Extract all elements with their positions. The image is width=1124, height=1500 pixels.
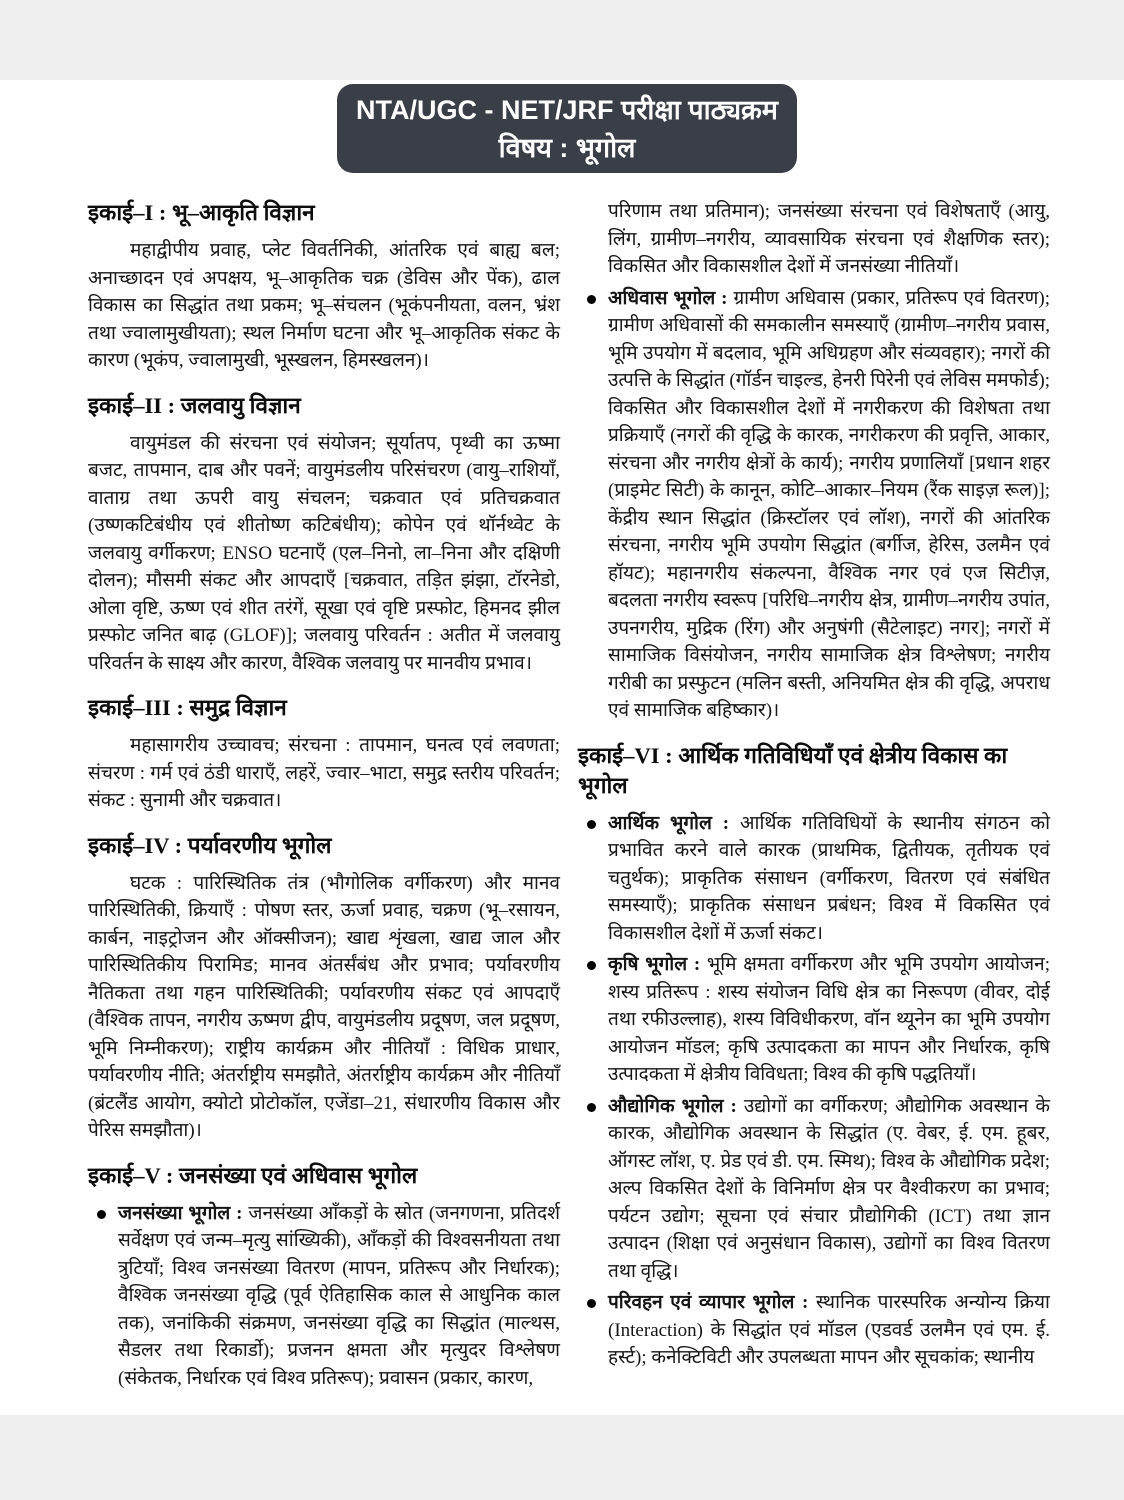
bullet-population-geography [88, 1200, 560, 1393]
bullet-economic-geography [578, 810, 1050, 948]
unit-1-body: महाद्वीपीय प्रवाह, प्लेट विवर्तनिकी, आंतरिक एवं बाह्य बल; अनाच्छादन एवं अपक्षय, भू–आकृतिक चक्र (डेविस और पेंक), ढाल विकास का सिद्धांत तथा प्रकम; भू–संचलन (भूकंपनीयता, वलन, भ्रंश तथा ज्वालामुखीयता); स्थल निर्माण घटना और भू–आकृतिक संकट के कारण (भूकंप, ज्वालामुखी, भूस्खलन, हिमस्खलन)। [88, 240, 560, 371]
page-margin-top [0, 0, 1124, 80]
unit-5-heading: इकाई–V : जनसंख्या एवं अधिवास भूगोल [88, 1162, 418, 1188]
bullet-dot-icon [587, 295, 596, 304]
page-margin-bottom [0, 1415, 1124, 1500]
bullet-agriculture-text: भूमि क्षमता वर्गीकरण और भूमि उपयोग आयोजन; शस्य प्रतिरूप : शस्य संयोजन विधि क्षेत्र का निरूपण (वीवर, दोई तथा रफीउल्लाह), शस्य विविधीकरण, वॉन थ्यूनेन का भूमि उपयोग आयोजन मॉडल; कृषि उत्पादकता का मापन और निर्धारक, कृषि उत्पादकता में क्षेत्रीय विविधता; विश्व की कृषि पद्धतियाँ। [608, 954, 1050, 1085]
bullet-industrial-geography [578, 1093, 1050, 1286]
unit-4-heading: इकाई–IV : पर्यावरणीय भूगोल [88, 832, 332, 858]
bullet-transport-text: स्थानिक पारस्परिक अन्योन्य क्रिया (Interaction) के सिद्धांत एवं मॉडल (एडवर्ड उलमैन एवं एम. ई. हर्स्ट); कनेक्टिविटी और उपलब्धता मापन और सूचकांक; स्थानीय [608, 1292, 1050, 1368]
bullet-industrial-text: उद्योगों का वर्गीकरण; औद्योगिक अवस्थान के कारक, औद्योगिक अवस्थान के सिद्धांत (ए. वेबर, ई. एम. हूबर, ऑगस्ट लॉश, ए. प्रेड एवं डी. एम. स्मिथ); विश्व के औद्योगिक प्रदेश; अल्प विकसित देशों के विनिर्माण क्षेत्र पर वैश्वीकरण का प्रभाव; पर्यटन उद्योग; सूचना एवं संचार प्रौद्योगिकी (ICT) तथा ज्ञान उत्पादन (शिक्षा एवं अनुसंधान विकास), उद्योगों का विश्व वितरण तथा वृद्धि। [608, 1095, 1050, 1282]
unit-6-heading: इकाई–VI : आर्थिक गतिविधियाँ एवं क्षेत्रीय विकास का भूगोल [578, 742, 1008, 798]
bullet-economic-lead: आर्थिक भूगोल : [608, 812, 741, 834]
bullet-agriculture-geography [578, 951, 1050, 1089]
bullet-economic-text: आर्थिक गतिविधियों के स्थानीय संगठन को प्रभावित करने वाले कारक (प्राथमिक, द्वितीयक, तृतीयक एवं चतुर्थक); प्राकृतिक संसाधन (वर्गीकरण, वितरण एवं संबंधित समस्याएँ); प्राकृतिक संसाधन प्रबंधन; विश्व में विकसित एवं विकासशील देशों में ऊर्जा संकट। [608, 812, 1050, 944]
two-column-layout [88, 198, 1050, 1396]
bullet-dot-icon [97, 1210, 106, 1219]
right-column [578, 198, 1050, 1396]
banner-title-line1: NTA/UGC - NET/JRF परीक्षा पाठ्यक्रम [356, 94, 778, 125]
unit-4-body: घटक : पारिस्थितिक तंत्र (भौगोलिक वर्गीकरण) और मानव पारिस्थितिकी, क्रियाएँ : पोषण स्तर, ऊर्जा प्रवाह, चक्रण (भू–रसायन, कार्बन, नाइट्रोजन और ऑक्सीजन); खाद्य शृंखला, खाद्य जाल और पारिस्थितिकीय पिरामिड; मानव अंतर्संबंध और प्रभाव; पर्यावरणीय नैतिकता तथा गहन पारिस्थितिकी; पर्यावरणीय संकट एवं आपदाएँ (वैश्विक तापन, नगरीय ऊष्मण द्वीप, वायुमंडलीय प्रदूषण, जल प्रदूषण, भूमि निम्नीकरण); राष्ट्रीय कार्यक्रम और नीतियाँ : विधिक प्राधार, पर्यावरणीय नीति; अंतर्राष्ट्रीय समझौते, अंतर्राष्ट्रीय कार्यक्रम और नीतियाँ (ब्रंटलैंड आयोग, क्योटो प्रोटोकॉल, एजेंडा–21, संधारणीय विकास और पेरिस समझौता)। [88, 872, 560, 1141]
left-column [88, 198, 560, 1396]
bullet-transport-geography [578, 1289, 1050, 1372]
title-banner [337, 84, 797, 173]
population-continuation-text: परिणाम तथा प्रतिमान); जनसंख्या संरचना एवं विशेषताएँ (आयु, लिंग, ग्रामीण–नगरीय, व्यावसायिक संरचना एवं शैक्षणिक स्तर); विकसित और विकासशील देशों में जनसंख्या नीतियाँ। [608, 201, 1050, 277]
unit-1-heading: इकाई–I : भू–आकृति विज्ञान [88, 200, 315, 225]
bullet-industrial-lead: औद्योगिक भूगोल : [608, 1095, 744, 1117]
unit-2-body: वायुमंडल की संरचना एवं संयोजन; सूर्यातप, पृथ्वी का ऊष्मा बजट, तापमान, दाब और पवनें; वायुमंडलीय परिसंचरण (वायु–राशियाँ, वाताग्र तथा ऊपरी वायु संचलन; चक्रवात एवं प्रतिचक्रवात (उष्णकटिबंधीय एवं शीतोष्ण कटिबंधीय); कोपेन एवं थॉर्नथ्वेट के जलवायु वर्गीकरण; ENSO घटनाएँ (एल–निनो, ला–निना और दक्षिणी दोलन); मौसमी संकट और आपदाएँ [चक्रवात, तड़ित झंझा, टॉरनेडो, ओला वृष्टि, ऊष्ण एवं शीत तरंगें, सूखा एवं वृष्टि प्रस्फोट, हिमनद झील प्रस्फोट जनित बाढ़ (GLOF)]; जलवायु परिवर्तन : अतीत में जलवायु परिवर्तन के साक्ष्य और कारण, वैश्विक जलवायु पर मानवीय प्रभाव। [88, 432, 560, 674]
bullet-transport-lead: परिवहन एवं व्यापार भूगोल : [608, 1292, 816, 1313]
bullet-dot-icon [587, 1299, 596, 1308]
bullet-agriculture-lead: कृषि भूगोल : [608, 954, 707, 975]
bullet-settlement-geography [578, 285, 1050, 725]
bullet-population-lead: जनसंख्या भूगोल : [118, 1202, 249, 1224]
unit-2-heading: इकाई–II : जलवायु विज्ञान [88, 392, 301, 418]
bullet-dot-icon [587, 1103, 596, 1112]
unit-3-body: महासागरीय उच्चावच; संरचना : तापमान, घनत्व एवं लवणता; संचरण : गर्म एवं ठंडी धाराएँ, लहरें, ज्वार–भाटा, समुद्र स्तरीय परिवर्तन; संकट : सुनामी और चक्रवात। [88, 735, 560, 811]
bullet-dot-icon [587, 961, 596, 970]
bullet-population-text: जनसंख्या आँकड़ों के स्रोत (जनगणना, प्रतिदर्श सर्वेक्षण एवं जन्म–मृत्यु सांख्यिकी), आँकड़ों की विश्वसनीयता तथा त्रुटियाँ; विश्व जनसंख्या वितरण (मापन, प्रतिरूप और निर्धारक); वैश्विक जनसंख्या वृद्धि (पूर्व ऐतिहासिक काल से आधुनिक काल तक), जनांकिकी संक्रमण, जनसंख्या वृद्धि का सिद्धांत (माल्थस, सैडलर तथा रिकार्डो); प्रजनन क्षमता और मृत्युदर विश्लेषण (संकेतक, निर्धारक एवं विश्व प्रतिरूप); प्रवासन (प्रकार, कारण, [118, 1202, 560, 1389]
bullet-dot-icon [587, 820, 596, 829]
bullet-settlement-lead: अधिवास भूगोल : [608, 287, 734, 309]
unit-3-heading: इकाई–III : समुद्र विज्ञान [88, 695, 287, 720]
banner-title-line2: विषय : भूगोल [498, 132, 636, 163]
bullet-settlement-text: ग्रामीण अधिवास (प्रकार, प्रतिरूप एवं वितरण); ग्रामीण अधिवासों की समकालीन समस्याएँ (ग्रामीण–नगरीय प्रवास, भूमि उपयोग में बदलाव, भूमि अधिग्रहण और संव्यवहार); नगरों की उत्पत्ति के सिद्धांत (गॉर्डन चाइल्ड, हेनरी पिरेनी एवं लेविस ममफोर्ड); विकसित और विकासशील देशों में नगरीकरण की विशेषता तथा प्रक्रियाएँ (नगरों की वृद्धि के कारक, नगरीकरण की प्रवृत्ति, आकार, संरचना और नगरीय क्षेत्रों के कार्य); नगरीय प्रणालियाँ [प्रधान शहर (प्राइमेट सिटी) के कानून, कोटि–आकार–नियम (रैंक साइज़ रूल)]; केंद्रीय स्थान सिद्धांत (क्रिस्टॉलर एवं लॉश), नगरों की आंतरिक संरचना, नगरीय भूमि उपयोग सिद्धांत (बर्गीज, हेरिस, उलमैन एवं हॉयट); महानगरीय संकल्पना, वैश्विक नगर एवं एज सिटीज़, बदलता नगरीय स्वरूप [परिधि–नगरीय क्षेत्र, ग्रामीण–नगरीय उपांत, उपनगरीय, मुद्रिक (रिंग) और अनुषंगी (सैटेलाइट) नगर]; नगरों में सामाजिक विसंयोजन, नगरीय सामाजिक क्षेत्र विश्लेषण; नगरीय गरीबी का प्रस्फुटन (मलिन बस्ती, अनियमित क्षेत्र की वृद्धि, अपराध एवं सामाजिक बहिष्कार)। [608, 287, 1050, 721]
